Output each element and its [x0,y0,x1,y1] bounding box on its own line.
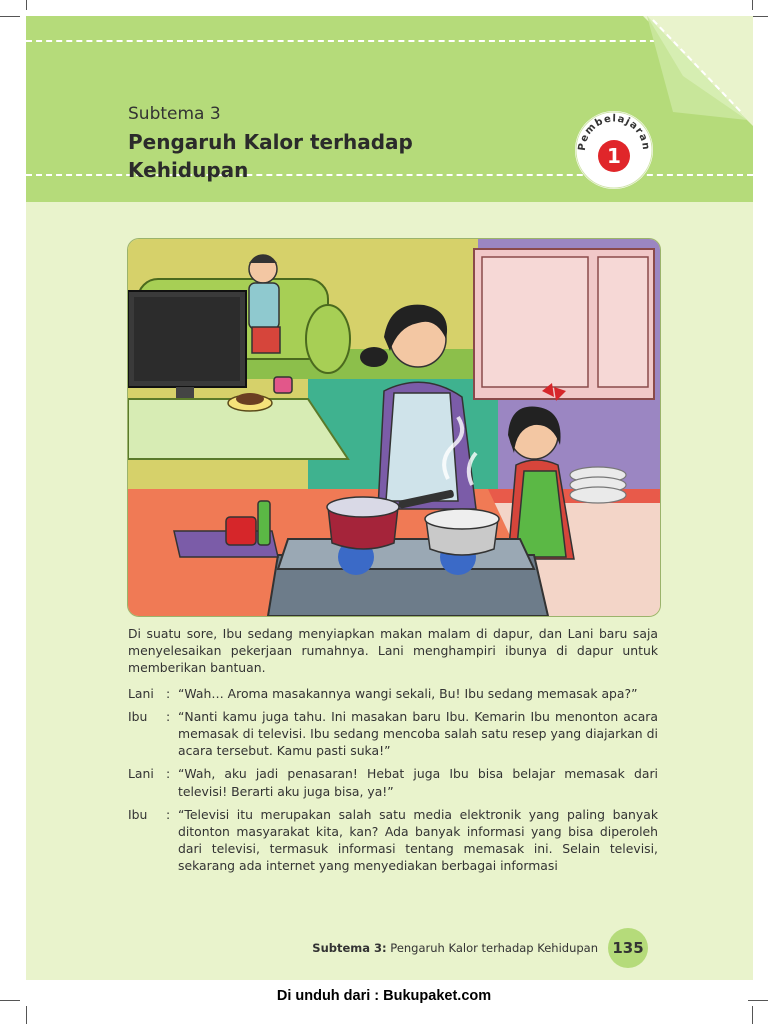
crop-mark [752,1006,753,1024]
dialog-text: “Televisi itu merupakan salah satu media elektronik yang paling banyak ditonton masyarakat kita, kan? Ada banyak informasi yang bisa diperoleh dari televisi, termasuk informasi tentang memasak ini. Selain televisi, sekarang ada internet yang menyediakan berbagai informasi [178,806,658,874]
book-page [26,16,753,980]
dialog-line [128,708,658,760]
dialog-colon: : [166,708,171,724]
badge-number: 1 [607,144,621,168]
dialog-text: “Wah… Aroma masakannya wangi sekali, Bu! Ibu sedang memasak apa?” [178,685,638,701]
page-header [26,16,753,202]
kitchen-illustration [127,238,661,617]
dialog-text: “Wah, aku jadi penasaran! Hebat juga Ibu bisa belajar memasak dari televisi! Berarti aku juga bisa, ya!” [178,766,658,799]
dialog-colon: : [166,806,171,822]
intro-paragraph: Di suatu sore, Ibu sedang menyiapkan makan malam di dapur, dan Lani baru saja menyelesaikan pekerjaan rumahnya. Lani menghampiri ibunya di dapur untuk memberikan bantuan. [128,626,658,676]
lesson-badge [574,110,654,190]
dialog-colon: : [166,766,171,782]
crop-mark [0,16,20,17]
dialog-speaker: Lani [128,766,154,782]
story-text [128,625,658,881]
footer-running-title [312,941,598,955]
page-title: Pengaruh Kalor terhadap Kehidupan [128,130,413,182]
dialog-line [128,765,658,799]
page-number: 135 [608,928,648,968]
download-source-note: Di unduh dari : Bukupaket.com [276,988,492,1004]
header-dashed-line [26,40,666,42]
dialog-colon: : [166,685,171,701]
subtheme-label: Subtema 3 [128,104,221,124]
kitchen-scene-image [128,239,660,616]
page-footer [128,928,648,968]
dialog-line [128,685,658,702]
dialog-line [128,806,658,875]
footer-subtheme: Subtema 3: [312,941,387,955]
page-fold-corner [643,16,753,126]
badge-label: Pembelajaran [576,113,652,152]
crop-mark [752,0,753,10]
crop-mark [26,0,27,10]
dialog-speaker: Ibu [128,708,148,724]
dialog-speaker: Ibu [128,806,148,822]
dialog-speaker: Lani [128,685,154,701]
dialog-text: “Nanti kamu juga tahu. Ini masakan baru Ibu. Kemarin Ibu menonton acara memasak di televisi. Ibu sedang mencoba salah satu resep yang diajarkan di acara tersebut. Kamu pasti suka!” [178,708,658,759]
footer-title: Pengaruh Kalor terhadap Kehidupan [386,941,598,955]
crop-mark [26,1006,27,1024]
